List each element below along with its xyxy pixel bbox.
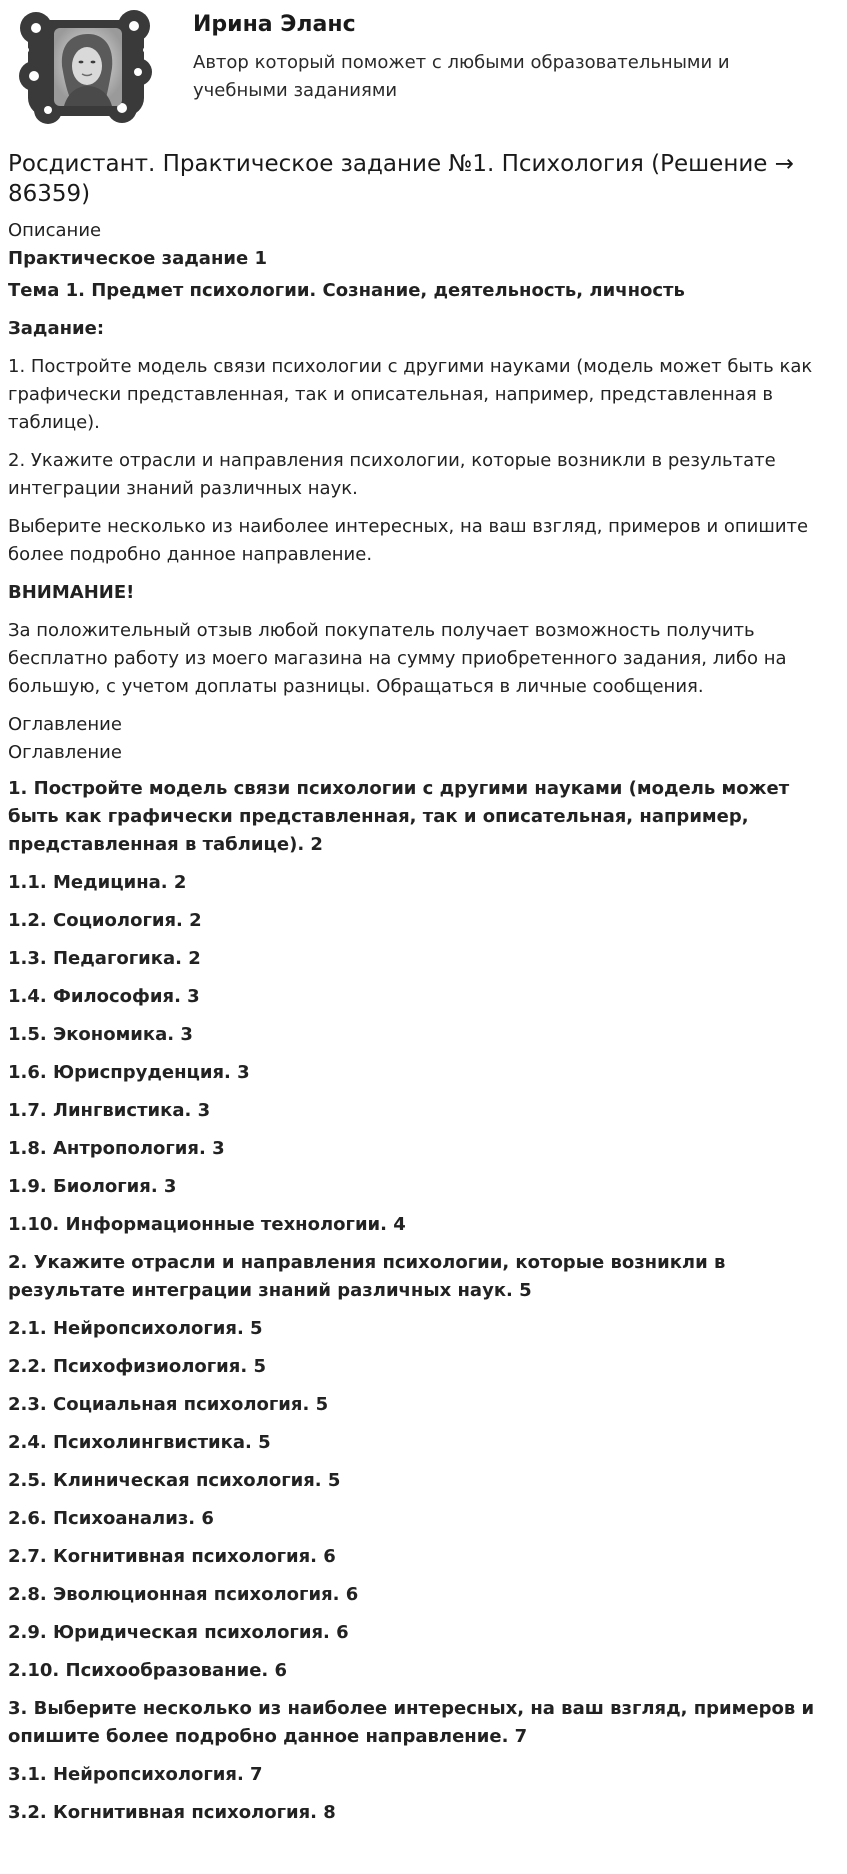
author-avatar[interactable] [14, 6, 158, 128]
task-item-2: 2. Укажите отрасли и направления психологии, которые возникли в результате интеграции знаний различных наук. [8, 450, 776, 499]
toc-item: 2.3. Социальная психология. 5 [8, 1394, 329, 1415]
task-item-1: 1. Постройте модель связи психологии с другими науками (модель может быть как графически представленная, так и описательная, например, представленная в таблице). [8, 356, 813, 433]
toc-label: Оглавление [8, 714, 122, 735]
table-of-contents [8, 775, 837, 1827]
toc-item: 2.2. Психофизиология. 5 [8, 1356, 266, 1377]
toc-item: 1.4. Философия. 3 [8, 986, 200, 1007]
toc-item: 3.2. Когнитивная психология. 8 [8, 1802, 336, 1823]
author-header [8, 0, 837, 140]
toc-item: 1.3. Педагогика. 2 [8, 948, 201, 969]
topic-heading: Тема 1. Предмет психологии. Сознание, деятельность, личность [8, 280, 685, 301]
description-section [8, 245, 837, 701]
toc-item: 3.1. Нейропсихология. 7 [8, 1764, 263, 1785]
toc-item: 1.6. Юриспруденция. 3 [8, 1062, 250, 1083]
toc-item: 2.6. Психоанализ. 6 [8, 1508, 214, 1529]
toc-item: 2.1. Нейропсихология. 5 [8, 1318, 263, 1339]
toc-item: 1.8. Антропология. 3 [8, 1138, 225, 1159]
toc-item: 1. Постройте модель связи психологии с другими науками (модель может быть как графически представленная, так и описательная, например, представленная в таблице). 2 [8, 778, 790, 855]
toc-item: 2.7. Когнитивная психология. 6 [8, 1546, 336, 1567]
attention-label: ВНИМАНИЕ! [8, 582, 135, 603]
toc-item: 1.9. Биология. 3 [8, 1176, 177, 1197]
page-title: Росдистант. Практическое задание №1. Психология (Решение → 86359) [8, 151, 795, 207]
author-name[interactable]: Ирина Эланс [193, 12, 356, 37]
toc-item: 3. Выберите несколько из наиболее интересных, на ваш взгляд, примеров и опишите более подробно данное направление. 7 [8, 1698, 815, 1747]
toc-item: 1.2. Социология. 2 [8, 910, 202, 931]
assignment-heading: Практическое задание 1 [8, 248, 267, 269]
toc-item: 2.10. Психообразование. 6 [8, 1660, 288, 1681]
attention-text: За положительный отзыв любой покупатель получает возможность получить бесплатно работу из моего магазина на сумму приобретенного задания, либо на большую, с учетом доплаты разницы. Обращаться в личные сообщения. [8, 620, 787, 697]
toc-item: 2.8. Эволюционная психология. 6 [8, 1584, 359, 1605]
toc-item: 2.9. Юридическая психология. 6 [8, 1622, 349, 1643]
toc-item: 2.5. Клиническая психология. 5 [8, 1470, 341, 1491]
task-item-3: Выберите несколько из наиболее интересных, на ваш взгляд, примеров и опишите более подробно данное направление. [8, 516, 809, 565]
toc-item: 1.1. Медицина. 2 [8, 872, 187, 893]
task-label: Задание: [8, 318, 105, 339]
toc-item: 2. Укажите отрасли и направления психологии, которые возникли в результате интеграции знаний различных наук. 5 [8, 1252, 726, 1301]
toc-item: 1.7. Лингвистика. 3 [8, 1100, 211, 1121]
author-description: Автор который поможет с любыми образовательными и учебными заданиями [193, 52, 730, 101]
toc-item: 1.10. Информационные технологии. 4 [8, 1214, 406, 1235]
toc-item: 2.4. Психолингвистика. 5 [8, 1432, 271, 1453]
toc-label-repeat: Оглавление [8, 742, 122, 763]
toc-item: 1.5. Экономика. 3 [8, 1024, 193, 1045]
description-label: Описание [8, 220, 102, 241]
